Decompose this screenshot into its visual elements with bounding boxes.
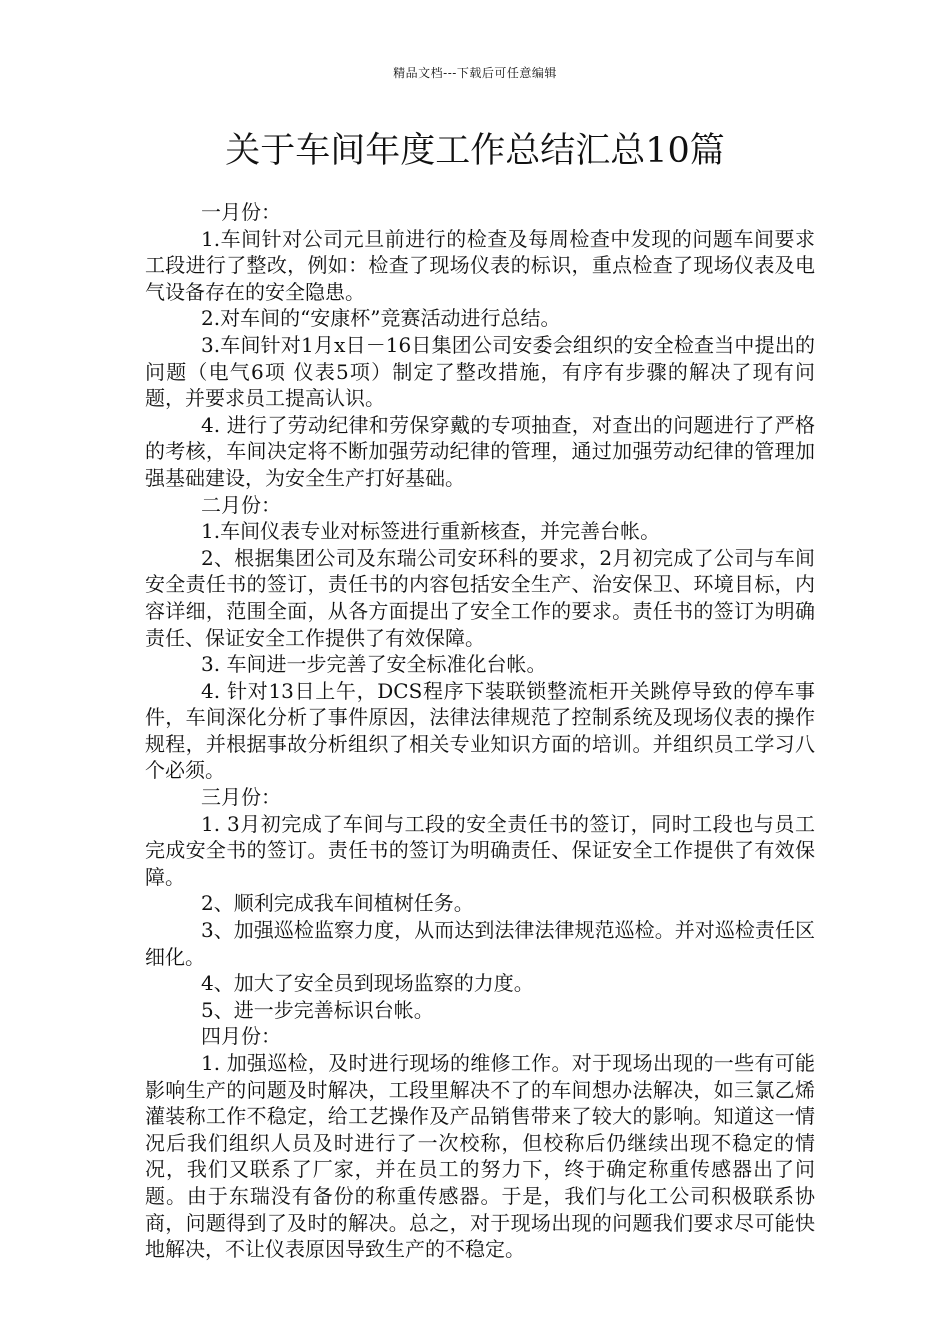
paragraph: 2、顺利完成我车间植树任务。 xyxy=(201,891,474,916)
paragraph-month-april-heading: 四月份： xyxy=(201,1024,281,1049)
paragraph: 1. 加强巡检，及时进行现场的维修工作。对于现场出现的一些有可能影响生产的问题及时解决，工段里解决不了的车间想办法解决，如三氯乙烯灌装称工作不稳定，给工艺操作及产品销售带来了较大的影响。知道这一情况后我们组织人员及时进行了一次校称，但校称后仍继续出现不稳定的情况，我们又联系了厂家，并在员工的努力下，终于确定称重传感器出了问题。由于东瑞没有备份的称重传感器。于是，我们与化工公司积极联系协商，问题得到了及时的解决。总之，对于现场出现的问题我们要求尽可能快地解决，不让仪表原因导致生产的不稳定。 xyxy=(145,1051,815,1262)
paragraph: 2.对车间的“安康杯”竞赛活动进行总结。 xyxy=(201,306,561,331)
paragraph: 4、加大了安全员到现场监察的力度。 xyxy=(201,971,534,996)
paragraph: 3. 车间进一步完善了安全标准化台帐。 xyxy=(201,652,547,677)
paragraph-month-january-heading: 一月份： xyxy=(201,200,281,224)
paragraph-month-february-heading: 二月份： xyxy=(201,492,281,517)
paragraph: 2、根据集团公司及东瑞公司安环科的要求，2月初完成了公司与车间安全责任书的签订，责任书的内容包括安全生产、治安保卫、环境目标，内容详细，范围全面，从各方面提出了安全工作的要求。责任书的签订为明确责任、保证安全工作提供了有效保障。 xyxy=(145,545,815,650)
paragraph: 4. 进行了劳动纪律和劳保穿戴的专项抽查，对查出的问题进行了严格的考核，车间决定将不断加强劳动纪律的管理，通过加强劳动纪律的管理加强基础建设，为安全生产打好基础。 xyxy=(145,412,815,490)
paragraph: 1. 3月初完成了车间与工段的安全责任书的签订，同时工段也与员工完成安全书的签订。责任书的签订为明确责任、保证安全工作提供了有效保障。 xyxy=(145,811,815,889)
document-body xyxy=(145,199,815,1263)
paragraph: 1.车间仪表专业对标签进行重新核查，并完善台帐。 xyxy=(201,519,661,544)
paragraph: 5、进一步完善标识台帐。 xyxy=(201,997,434,1022)
paragraph: 4. 针对13日上午，DCS程序下装联锁整流柜开关跳停导致的停车事件，车间深化分析了事件原因，法律法律规范了控制系统及现场仪表的操作规程，并根据事故分析组织了相关专业知识方面的培训。并组织员工学习八个必须。 xyxy=(145,678,815,783)
document-title: 关于车间年度工作总结汇总10篇 xyxy=(225,131,725,171)
page-header: 精品文档---下载后可任意编辑 xyxy=(393,66,557,80)
paragraph: 3、加强巡检监察力度，从而达到法律法律规范巡检。并对巡检责任区细化。 xyxy=(145,918,815,969)
paragraph-month-march-heading: 三月份： xyxy=(201,785,281,810)
paragraph: 1.车间针对公司元旦前进行的检查及每周检查中发现的问题车间要求工段进行了整改，例如：检查了现场仪表的标识，重点检查了现场仪表及电气设备存在的安全隐患。 xyxy=(145,226,815,304)
paragraph: 3.车间针对1月x日－16日集团公司安委会组织的安全检查当中提出的问题（电气6项 仪表5项）制定了整改措施，有序有步骤的解决了现有问题，并要求员工提高认识。 xyxy=(145,332,815,411)
